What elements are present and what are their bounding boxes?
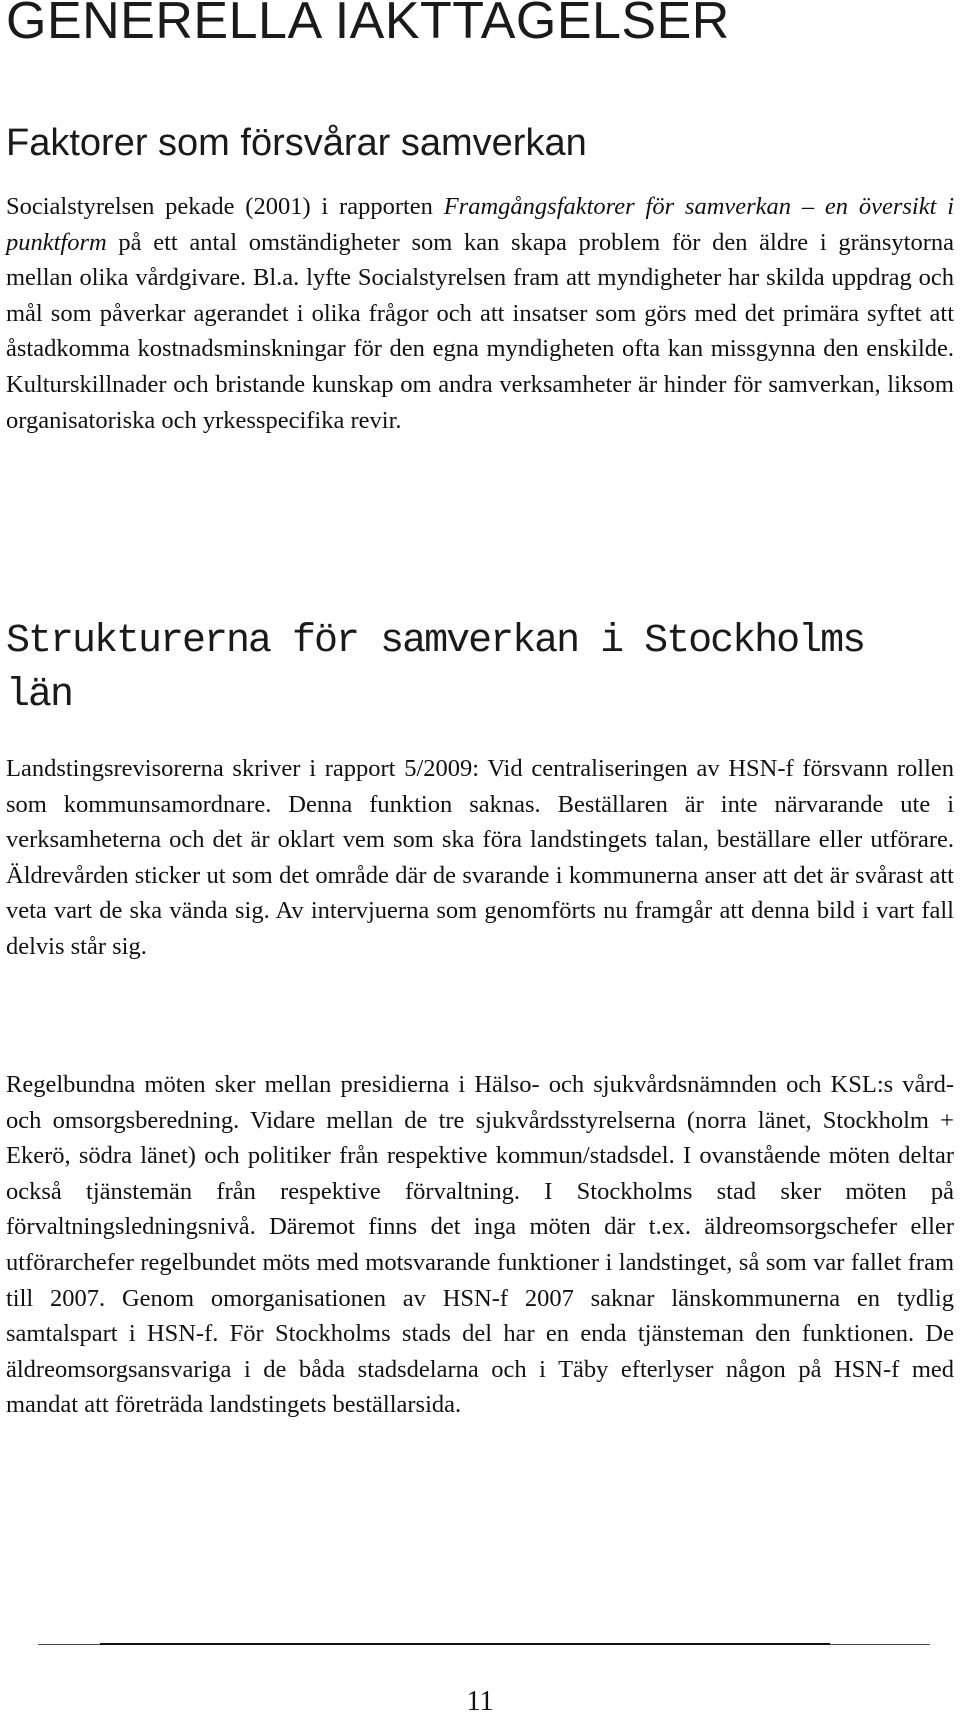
footer-divider-thick xyxy=(100,1643,830,1645)
section-heading-structures: Strukturerna för samverkan i Stockholms län xyxy=(6,619,865,718)
paragraph-factors xyxy=(6,189,954,438)
main-heading: GENERELLA IAKTTAGELSER xyxy=(6,0,730,50)
report-title-italic: Framgångsfaktorer för samverkan – en översikt i punktform xyxy=(6,193,954,256)
paragraph-audit-report: Landstingsrevisorerna skriver i rapport 5/2009: Vid centraliseringen av HSN-f försvann rollen som kommunsamordnare. Denna funktion saknas. Beställaren är inte närvarande ute i verksamheterna och det är oklart vem som ska föra landstingets talan, beställare eller utförare. Äldrevården sticker ut som det område där de svarande i kommunerna anser att det är svårast att veta vart de ska vända sig. Av intervjuerna som genomförts nu framgår att denna bild i vart fall delvis står sig. xyxy=(6,755,954,960)
paragraph-factors-text-a: Socialstyrelsen pekade (2001) i rapporten xyxy=(6,193,444,220)
section-heading-factors: Faktorer som försvårar samverkan xyxy=(6,122,587,164)
page-number: 11 xyxy=(466,1686,494,1717)
paragraph-meetings: Regelbundna möten sker mellan presidierna i Hälso- och sjukvårdsnämnden och KSL:s vård- och omsorgsberedning. Vidare mellan de tre sjukvårdsstyrelserna (norra länet, Stockholm + Ekerö, södra länet) och politiker från respektive kommun/stadsdel. I ovanstående möten deltar också tjänstemän från respektive förvaltning. I Stockholms stad sker möten på förvaltningsledningsnivå. Däremot finns det inga möten där t.ex. äldreomsorgschefer eller utförarchefer regelbundet möts med motsvarande funktioner i landstinget, så som var fallet fram till 2007. Genom omorganisationen av HSN-f 2007 saknar länskommunerna en tydlig samtalspart i HSN-f. För Stockholms stads del har en enda tjänsteman den funktionen. De äldreomsorgsansvariga i de båda stadsdelarna och i Täby efterlyser någon på HSN-f med mandat att företräda landstingets beställarsida. xyxy=(6,1071,954,1419)
paragraph-factors-text-b: på ett antal omständigheter som kan skapa problem för den äldre i gränsytorna mellan olika vårdgivare. Bl.a. lyfte Socialstyrelsen fram att myndigheter har skilda uppdrag och mål som påverkar agerandet i olika frågor och att insatser som görs med det primära syftet att åstadkomma kostnadsminskningar för den egna myndigheten ofta kan missgynna den enskilde. Kulturskillnader och bristande kunskap om andra verksamheter är hinder för samverkan, liksom organisatoriska och yrkesspecifika revir. xyxy=(6,228,954,434)
